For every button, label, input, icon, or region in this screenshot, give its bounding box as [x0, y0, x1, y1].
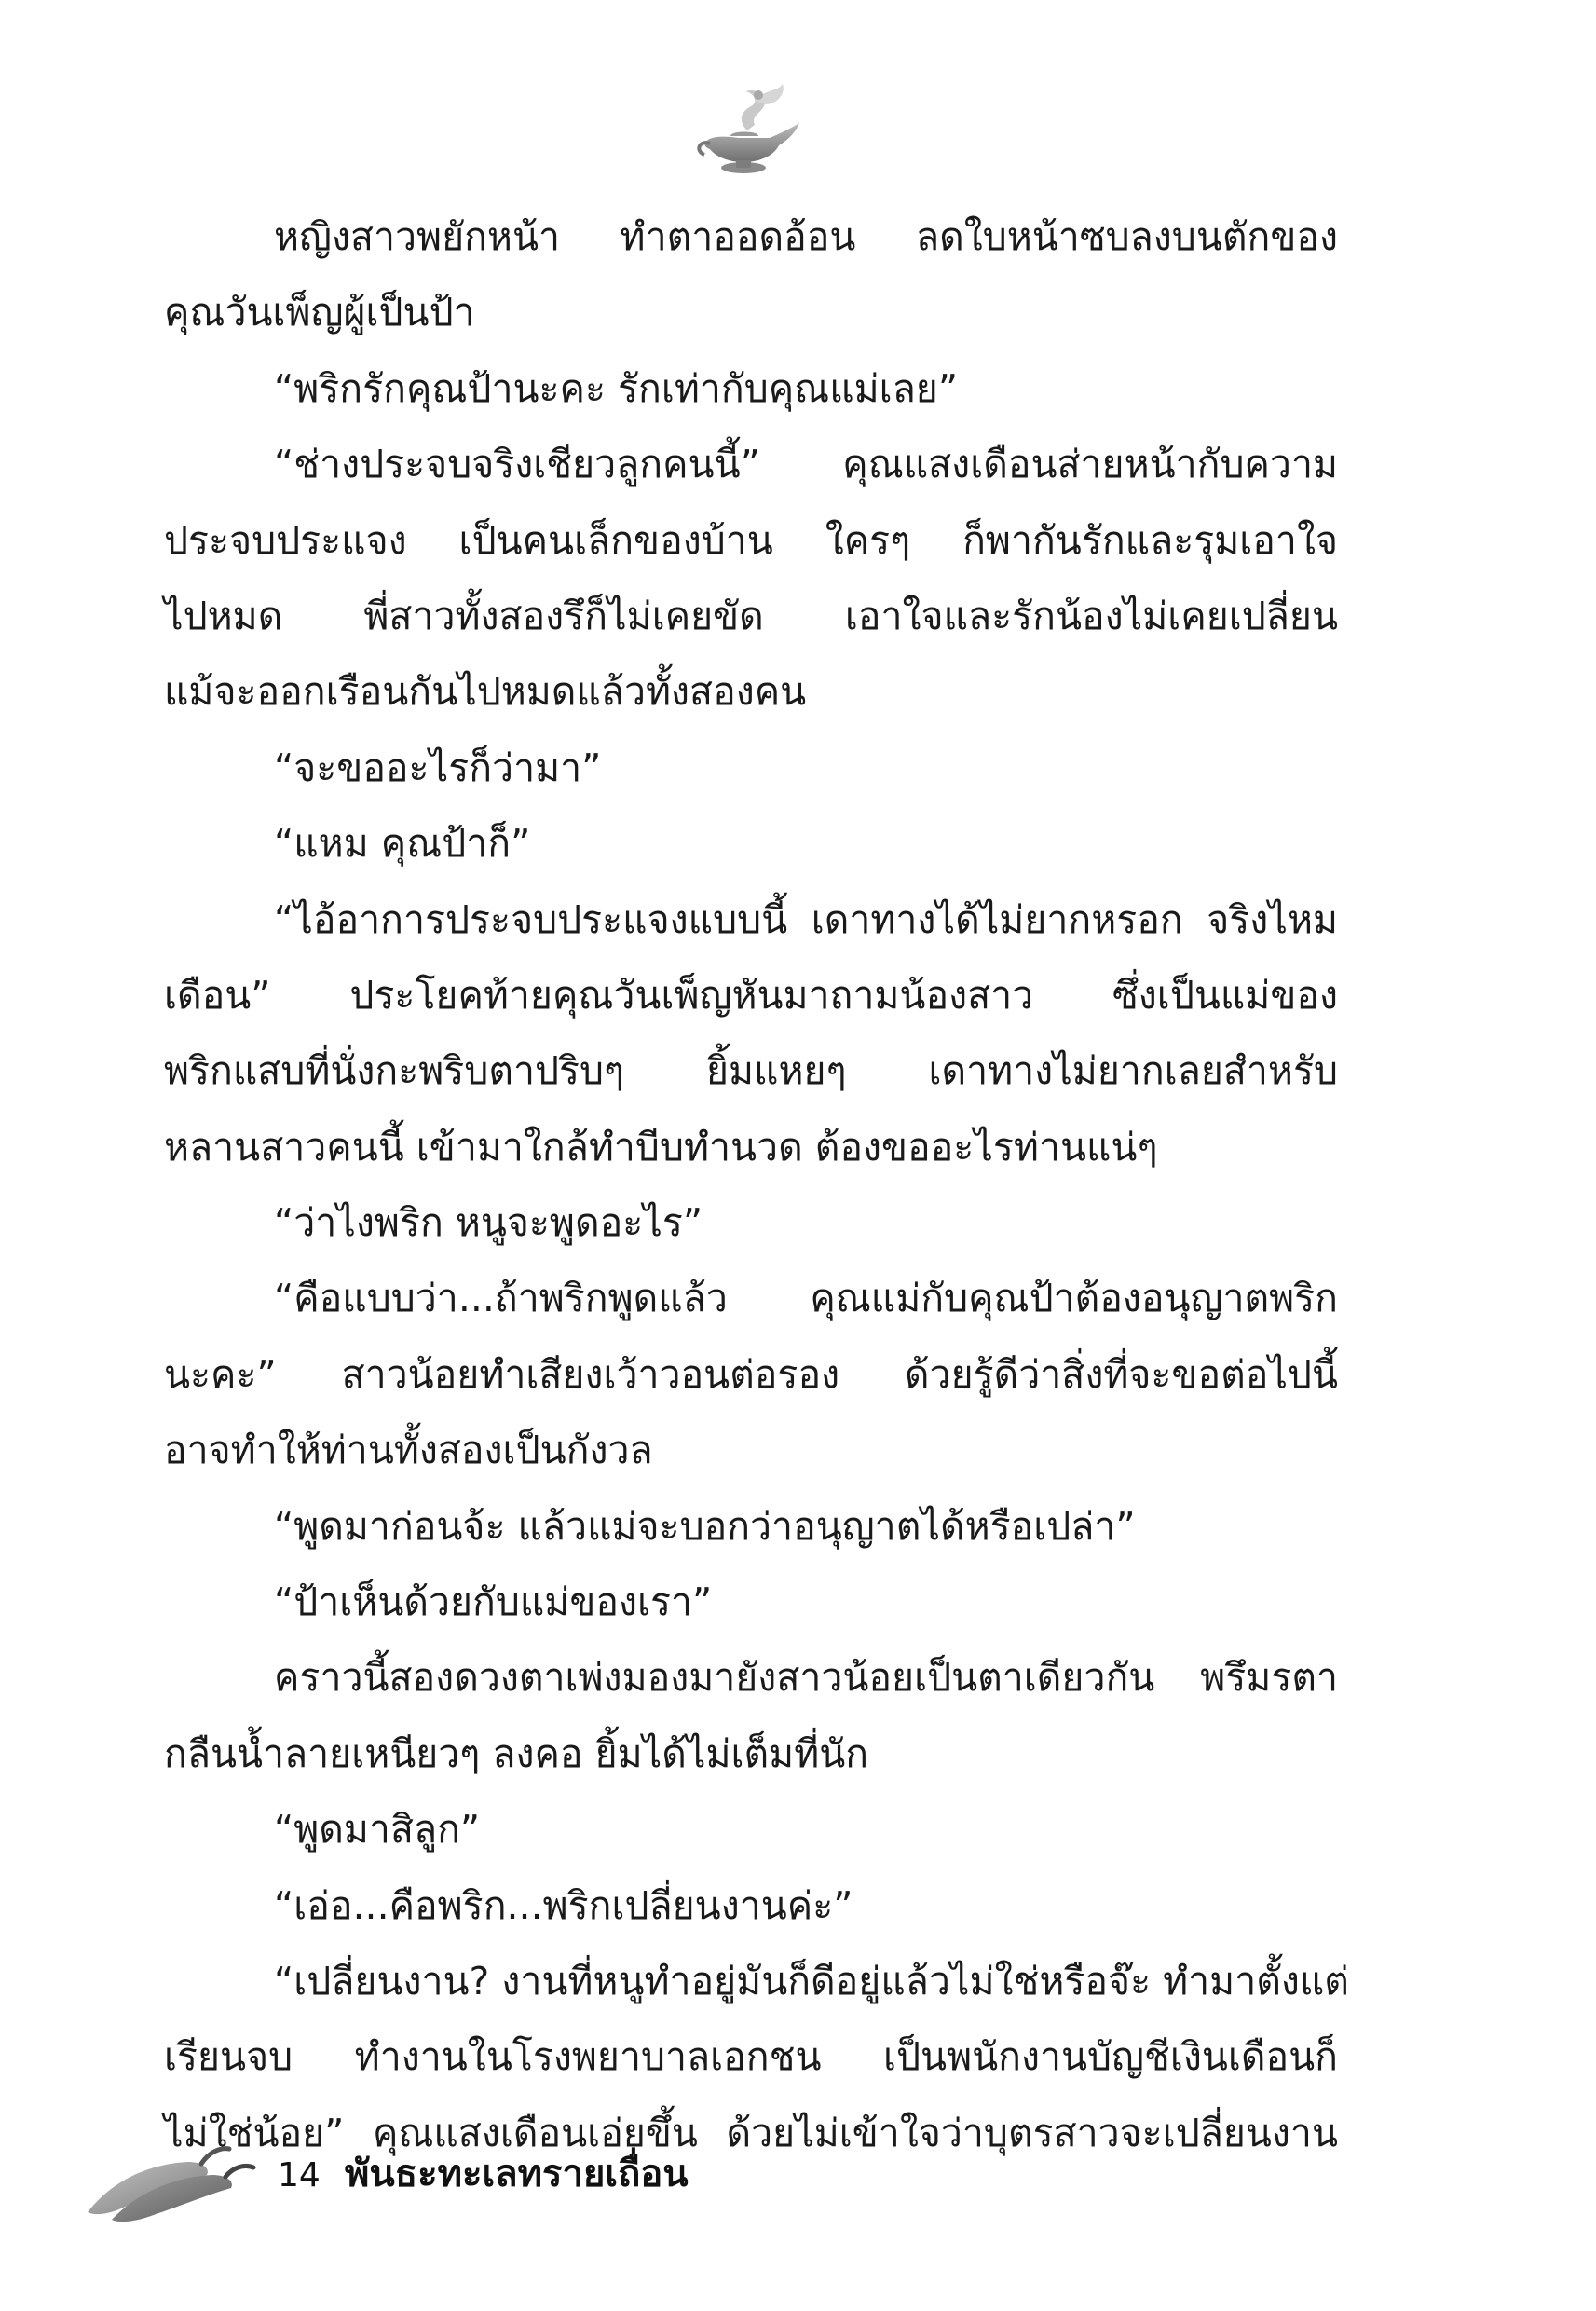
- chili-icon: [84, 2115, 270, 2227]
- text-line: แม้จะออกเรือนกันไปหมดแล้วทั้งสองคน: [164, 669, 807, 715]
- text-line: คราวนี้สองดวงตาเพ่งมองมายังสาวน้อยเป็นตาเดียวกัน พรึมรตา: [274, 1655, 1338, 1701]
- text-line: หลานสาวคนนี้ เข้ามาใกล้ทำบีบทำนวด ต้องขออะไรท่านแน่ๆ: [164, 1124, 1158, 1169]
- text-line: “จะขออะไรก็ว่ามา”: [274, 745, 602, 790]
- genie-lamp-icon: [689, 82, 811, 185]
- book-title: พันธะทะเลทรายเถื่อน: [345, 2153, 689, 2195]
- text-line: กลืนน้ำลายเหนียวๆ ลงคอ ยิ้มได้ไม่เต็มที่นัก: [164, 1730, 869, 1776]
- page-number: 14: [278, 2156, 321, 2195]
- text-line: ไปหมด พี่สาวทั้งสองรึก็ไม่เคยขัด เอาใจและรักน้องไม่เคยเปลี่ยน: [164, 593, 1338, 638]
- text-line: คุณวันเพ็ญผู้เป็นป้า: [164, 290, 475, 335]
- text-line: “คือแบบว่า...ถ้าพริกพูดแล้ว คุณแม่กับคุณป้าต้องอนุญาตพริก: [274, 1276, 1338, 1321]
- text-line: หญิงสาวพยักหน้า ทำตาออดอ้อน ลดใบหน้าซบลงบนตักของ: [274, 214, 1338, 259]
- text-line: “พูดมาก่อนจ้ะ แล้วแม่จะบอกว่าอนุญาตได้หรือเปล่า”: [274, 1503, 1136, 1549]
- text-line: “พูดมาสิลูก”: [274, 1807, 481, 1853]
- text-line: ไม่ใช่น้อย” คุณแสงเดือนเอ่ยขึ้น ด้วยไม่เข้าใจว่าบุตรสาวจะเปลี่ยนงาน: [164, 2110, 1338, 2155]
- text-line: เรียนจบ ทำงานในโรงพยาบาลเอกชน เป็นพนักงานบัญชีเงินเดือนก็: [164, 2034, 1338, 2080]
- text-line: “แหม คุณป้าก็”: [274, 821, 531, 867]
- text-line: “ป้าเห็นด้วยกับแม่ของเรา”: [274, 1579, 713, 1625]
- text-line: เดือน” ประโยคท้ายคุณวันเพ็ญหันมาถามน้องสาว ซึ่งเป็นแม่ของ: [164, 972, 1338, 1018]
- text-line: “ช่างประจบจริงเชียวลูกคนนี้” คุณแสงเดือนส่ายหน้ากับความ: [274, 442, 1338, 487]
- text-line: “ว่าไงพริก หนูจะพูดอะไร”: [274, 1200, 703, 1246]
- text-line: “พริกรักคุณป้านะคะ รักเท่ากับคุณแม่เลย”: [274, 365, 959, 411]
- text-line: นะคะ” สาวน้อยทำเสียงเว้าวอนต่อรอง ด้วยรู้ดีว่าสิ่งที่จะขอต่อไปนี้: [164, 1351, 1338, 1397]
- text-line: “เปลี่ยนงาน? งานที่หนูทำอยู่มันก็ดีอยู่แล้วไม่ใช่หรือจ๊ะ ทำมาตั้งแต่: [274, 1958, 1349, 2003]
- text-line: พริกแสบที่นั่งกะพริบตาปริบๆ ยิ้มแหยๆ เดาทางไม่ยากเลยสำหรับ: [164, 1048, 1338, 1094]
- page-footer: [84, 2115, 736, 2236]
- body-text: [164, 199, 1349, 2171]
- text-line: “เอ่อ...คือพริก...พริกเปลี่ยนงานค่ะ”: [274, 1882, 853, 1928]
- text-line: อาจทำให้ท่านทั้งสองเป็นกังวล: [164, 1428, 653, 1473]
- text-line: ประจบประแจง เป็นคนเล็กของบ้าน ใครๆ ก็พากันรักและรุมเอาใจ: [164, 517, 1338, 563]
- text-line: “ไอ้อาการประจบประแจงแบบนี้ เดาทางได้ไม่ยากหรอก จริงไหม: [274, 896, 1338, 942]
